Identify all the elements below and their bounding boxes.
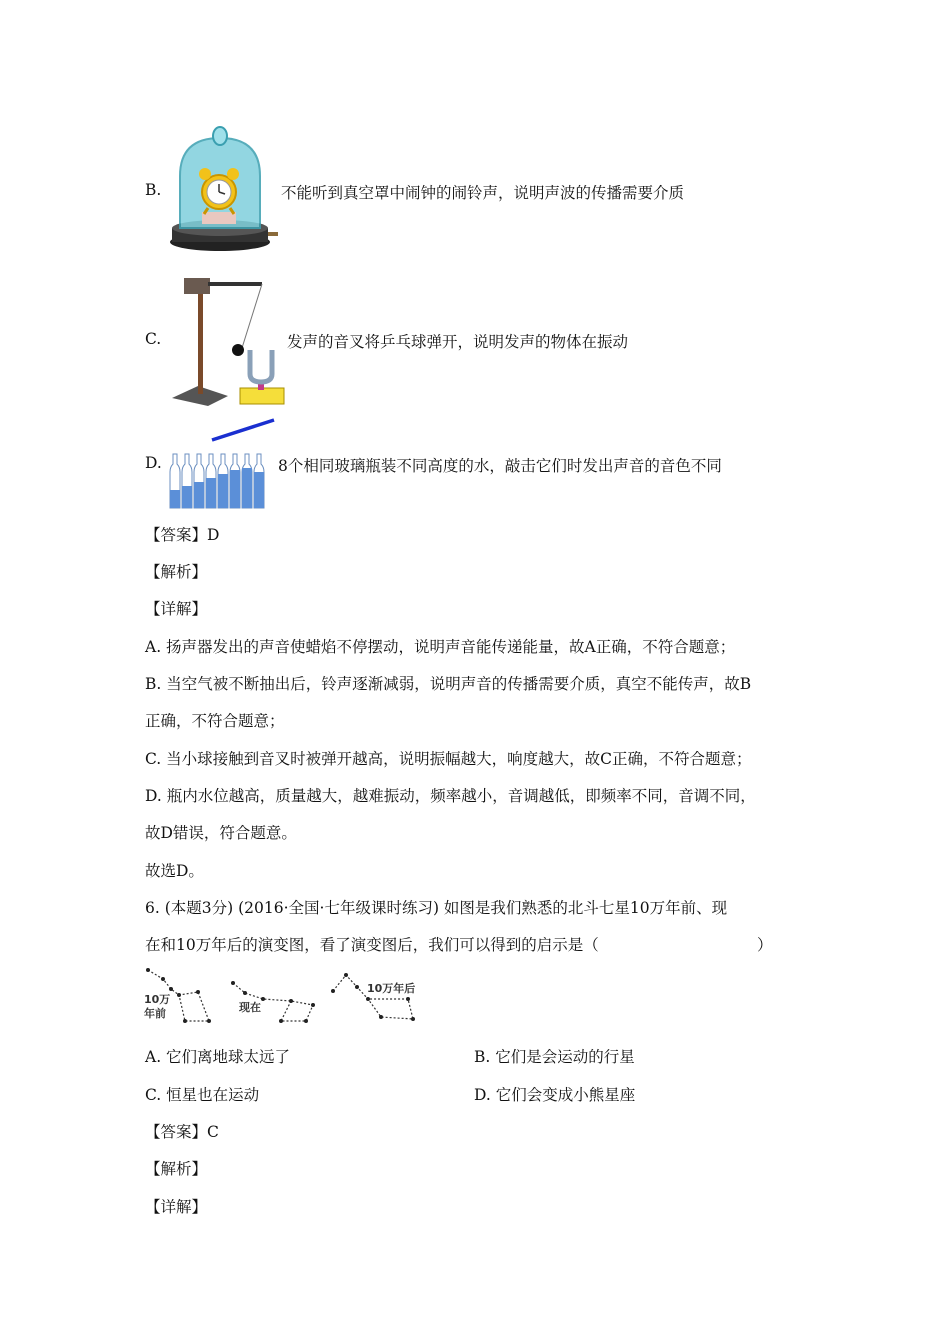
- bell-jar-alarm-clock-figure: [168, 124, 280, 252]
- question-6-line2: 在和10万年后的演变图，看了演变图后，我们可以得到的启示是（: [145, 936, 599, 954]
- analysis-2: 【解析】: [145, 1160, 208, 1178]
- option-c-text: 发声的音叉将乒乓球弹开，说明发声的物体在振动: [287, 333, 629, 351]
- explanation-line: A. 扬声器发出的声音使蜡焰不停摆动，说明声音能传递能量，故A正确，不符合题意；: [145, 638, 736, 656]
- label-before-line1: 10万: [144, 993, 171, 1006]
- analysis-1: 【解析】: [145, 563, 208, 581]
- explanation-line: D. 瓶内水位越高，质量越大，越难振动，频率越小，音调越低，即频率不同，音调不同，: [145, 787, 756, 805]
- choice-b: B. 它们是会运动的行星: [474, 1048, 635, 1066]
- question-6-paren: ）: [757, 936, 773, 954]
- option-d-text: 8个相同玻璃瓶装不同高度的水，敲击它们时发出声音的音色不同: [278, 457, 722, 475]
- label-after: 10万年后: [367, 982, 416, 995]
- question-6-line1: 6. (本题3分) (2016·全国·七年级课时练习) 如图是我们熟悉的北斗七星10万年前、现: [145, 899, 728, 917]
- choice-d: D. 它们会变成小熊星座: [474, 1086, 636, 1104]
- answer-1: 【答案】D: [145, 526, 220, 544]
- big-dipper-evolution-figure: [143, 965, 423, 1027]
- explanation-line: C. 当小球接触到音叉时被弹开越高，说明振幅越大，响度越大，故C正确，不符合题意；: [145, 750, 752, 768]
- detail-1: 【详解】: [145, 600, 208, 618]
- label-now: 现在: [239, 1001, 261, 1014]
- glass-bottles-figure: [168, 420, 280, 510]
- final-choice: 故选D。: [145, 862, 204, 880]
- label-before-line2: 年前: [144, 1007, 166, 1020]
- explanation-line: B. 当空气被不断抽出后，铃声逐渐减弱，说明声音的传播需要介质，真空不能传声，故B: [145, 675, 752, 693]
- explanation-line: 故D错误，符合题意。: [145, 824, 297, 842]
- option-b-text: 不能听到真空罩中闹钟的闹铃声，说明声波的传播需要介质: [281, 184, 685, 202]
- option-d-letter: D.: [145, 454, 162, 472]
- explanation-line: 正确，不符合题意；: [145, 712, 285, 730]
- choice-a: A. 它们离地球太远了: [145, 1048, 291, 1066]
- answer-2: 【答案】C: [145, 1123, 219, 1141]
- option-c-letter: C.: [145, 330, 162, 348]
- choice-c: C. 恒星也在运动: [145, 1086, 260, 1104]
- option-b-letter: B.: [145, 181, 162, 199]
- detail-2: 【详解】: [145, 1198, 208, 1216]
